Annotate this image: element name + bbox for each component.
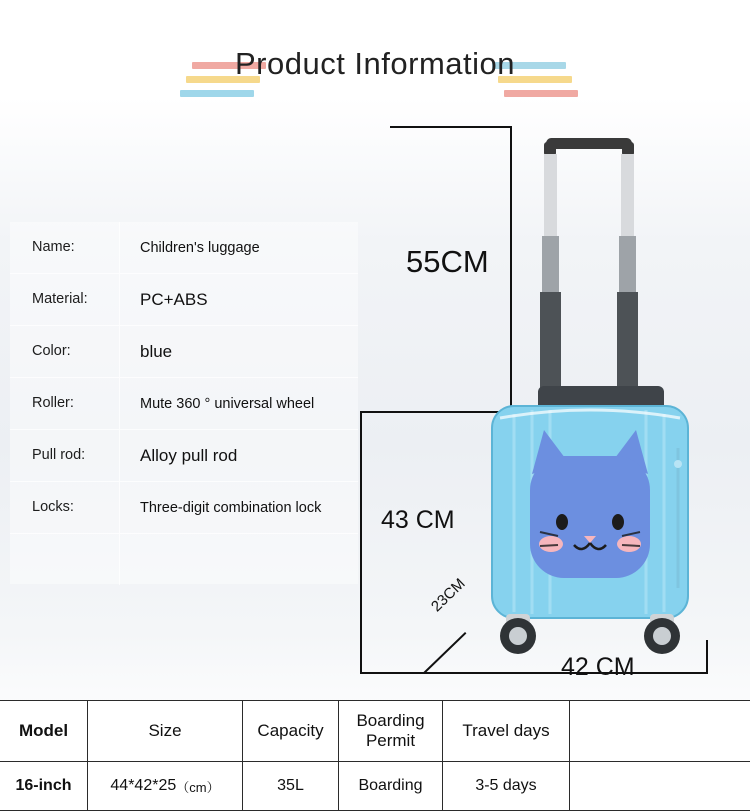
spec-value-color: blue (140, 341, 173, 361)
spec-label-blank (10, 534, 120, 585)
summary-cell-size-value: 44*42*25 (110, 777, 177, 794)
spec-label-name: Name: (10, 222, 120, 273)
summary-header-capacity: Capacity (243, 701, 339, 762)
specification-table (10, 222, 358, 584)
dimension-line-vertical-body (360, 411, 362, 673)
summary-table-row (0, 762, 750, 811)
spec-label-color: Color: (10, 326, 120, 377)
spec-value-roller: Mute 360 ° universal wheel (140, 395, 315, 412)
dimension-label-width: 42 CM (561, 653, 635, 681)
summary-cell-extra (570, 762, 750, 811)
title-decoration-left-blue (180, 90, 254, 97)
page-title-block (0, 46, 750, 82)
spec-value-name: Children's luggage (140, 239, 260, 256)
luggage-illustration (440, 118, 730, 658)
spec-row-material (10, 274, 358, 326)
summary-cell-boarding: Boarding (339, 762, 443, 811)
dimension-label-total-height: 55CM (406, 244, 489, 279)
spec-value-material: PC+ABS (140, 289, 208, 309)
spec-row-name (10, 222, 358, 274)
summary-table (0, 700, 750, 811)
spec-label-locks: Locks: (10, 482, 120, 533)
spec-row-color (10, 326, 358, 378)
summary-header-size: Size (88, 701, 243, 762)
summary-cell-size (88, 762, 243, 811)
summary-table-header-row (0, 701, 750, 762)
spec-label-material: Material: (10, 274, 120, 325)
spec-label-pull-rod: Pull rod: (10, 430, 120, 481)
spec-row-locks (10, 482, 358, 534)
summary-header-travel-days: Travel days (443, 701, 570, 762)
page-title: Product Information (234, 46, 516, 81)
summary-cell-travel-days: 3-5 days (443, 762, 570, 811)
spec-value-locks: Three-digit combination lock (140, 499, 322, 516)
summary-cell-size-unit: （cm） (176, 779, 220, 795)
summary-header-boarding-permit: Boarding Permit (339, 701, 443, 762)
spec-row-pull-rod (10, 430, 358, 482)
title-decoration-right-pink (504, 90, 578, 97)
summary-cell-capacity: 35L (243, 762, 339, 811)
dimension-label-body-height: 43 CM (381, 506, 455, 534)
spec-row-blank (10, 534, 358, 584)
summary-cell-model: 16-inch (0, 762, 88, 811)
summary-header-extra (570, 701, 750, 762)
spec-row-roller (10, 378, 358, 430)
spec-label-roller: Roller: (10, 378, 120, 429)
summary-header-model: Model (0, 701, 88, 762)
dimension-label-depth: 23CM (428, 575, 469, 616)
spec-value-pull-rod: Alloy pull rod (140, 445, 238, 465)
